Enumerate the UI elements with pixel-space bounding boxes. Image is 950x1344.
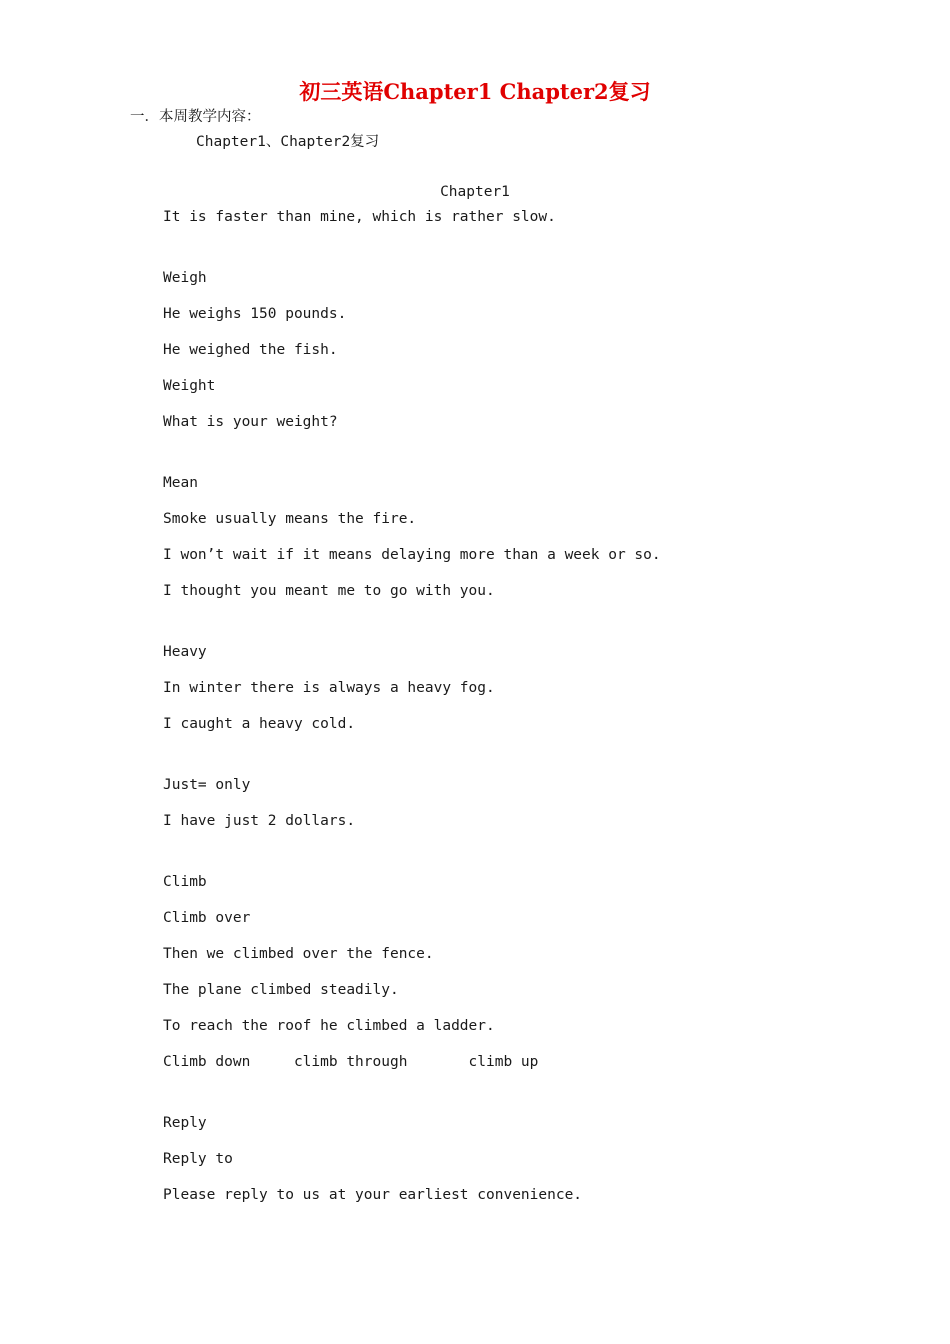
chapter-label: Chapter1 [440, 184, 510, 200]
text-line: Smoke usually means the fire. [163, 511, 417, 527]
text-line: He weighed the fish. [163, 342, 338, 358]
vocab-heading-climb: Climb [163, 874, 207, 890]
text-line: It is faster than mine, which is rather slow. [163, 209, 556, 225]
text-line: Climb over [163, 910, 251, 926]
text-line: I caught a heavy cold. [163, 716, 356, 732]
text-line: I won’t wait if it means delaying more than a week or so. [163, 547, 661, 563]
vocab-heading-heavy: Heavy [163, 644, 207, 660]
text-line: I have just 2 dollars. [163, 813, 356, 829]
text-line: The plane climbed steadily. [163, 982, 399, 998]
section-heading: 一．本周教学内容： [130, 109, 261, 125]
text-line: Then we climbed over the fence. [163, 946, 434, 962]
text-line: What is your weight? [163, 414, 338, 430]
vocab-heading-weight: Weight [163, 378, 216, 394]
vocab-heading-mean: Mean [163, 475, 198, 491]
text-line: I thought you meant me to go with you. [163, 583, 495, 599]
section-subheading: Chapter1、Chapter2复习 [196, 134, 380, 150]
text-line: In winter there is always a heavy fog. [163, 680, 495, 696]
text-line: Climb down climb through climb up [163, 1054, 539, 1070]
document-title: 初三英语Chapter1 Chapter2复习 [299, 79, 651, 104]
text-line: To reach the roof he climbed a ladder. [163, 1018, 495, 1034]
vocab-heading-reply: Reply [163, 1115, 207, 1131]
text-line: Reply to [163, 1151, 233, 1167]
text-line: He weighs 150 pounds. [163, 306, 347, 322]
text-line: Please reply to us at your earliest convenience. [163, 1187, 583, 1203]
vocab-heading-weigh: Weigh [163, 270, 207, 286]
vocab-heading-just: Just= only [163, 777, 251, 793]
